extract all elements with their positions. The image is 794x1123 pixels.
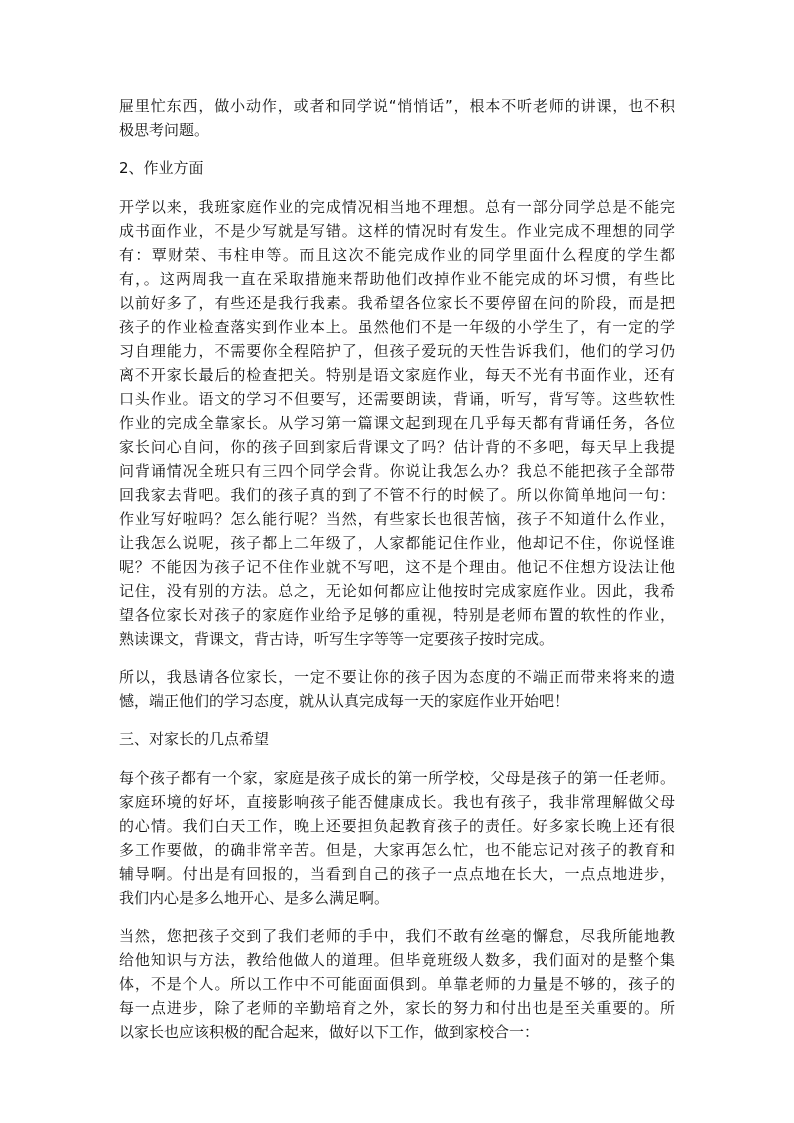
text-line: 离不开家长最后的检查把关。特别是语文家庭作业，每天不光有书面作业，还有 (119, 366, 675, 384)
text-line: 开学以来，我班家庭作业的完成情况相当地不理想。总有一部分同学总是不能完 (119, 198, 675, 216)
text-line: 问背诵情况全班只有三四个同学会背。你说让我怎么办？我总不能把孩子全部带 (119, 462, 675, 480)
text-line: 口头作业。语文的学习不但要写，还需要朗读，背诵，听写，背写等。这些软性 (119, 390, 675, 408)
text-line: 以家长也应该积极的配合起来，做好以下工作，做到家校合一： (119, 1023, 540, 1041)
paragraph-homework (119, 195, 675, 651)
text-line: 所以，我恳请各位家长，一定不要让你的孩子因为态度的不端正而带来将来的遗 (119, 668, 675, 686)
text-line: 记住，没有别的方法。总之，无论如何都应让他按时完成家庭作业。因此，我希 (119, 582, 675, 600)
paragraph-intro (119, 94, 675, 142)
text-line: 多工作要做，的确非常辛苦。但是，大家再怎么忙，也不能忘记对孩子的教育和 (119, 841, 675, 859)
section-heading-homework: 2、作业方面 (119, 159, 204, 177)
text-line: 屉里忙东西，做小动作，或者和同学说“悄悄话”，根本不听老师的讲课，也不积 (119, 97, 675, 115)
text-line: 给他知识与方法，教给他做人的道理。但毕竟班级人数多，我们面对的是整个集 (119, 951, 675, 969)
text-line: 成书面作业，不是少写就是写错。这样的情况时有发生。作业完成不理想的同学 (119, 222, 675, 240)
text-line: 每个孩子都有一个家，家庭是孩子成长的第一所学校，父母是孩子的第一任老师。 (119, 769, 675, 787)
text-line: 望各位家长对孩子的家庭作业给予足够的重视，特别是老师布置的软性的作业， (119, 606, 675, 624)
section-heading-hopes: 三、对家长的几点希望 (119, 730, 270, 748)
text-line: 作业的完成全靠家长。从学习第一篇课文起到现在几乎每天都有背诵任务，各位 (119, 414, 675, 432)
text-line: 作业写好啦吗？怎么能行呢？当然，有些家长也很苦恼，孩子不知道什么作业， (119, 510, 675, 528)
paragraph-cooperate (119, 924, 675, 1044)
text-line: 当然，您把孩子交到了我们老师的手中，我们不敢有丝毫的懈怠，尽我所能地教 (119, 927, 675, 945)
document-page (119, 94, 675, 1058)
text-line: 家庭环境的好坏，直接影响孩子能否健康成长。我也有孩子，我非常理解做父母 (119, 793, 675, 811)
text-line: 以前好多了，有些还是我行我素。我希望各位家长不要停留在问的阶段，而是把 (119, 294, 675, 312)
paragraph-attitude (119, 665, 675, 713)
text-line: 孩子的作业检查落实到作业本上。虽然他们不是一年级的小学生了，有一定的学 (119, 318, 675, 336)
text-line: 家长问心自问，你的孩子回到家后背课文了吗？估计背的不多吧，每天早上我提 (119, 438, 675, 456)
text-line: 让我怎么说呢，孩子都上二年级了，人家都能记住作业，他却记不住，你说怪谁 (119, 534, 675, 552)
text-line: 憾，端正他们的学习态度，就从认真完成每一天的家庭作业开始吧！ (119, 692, 570, 710)
text-line: 有，。这两周我一直在采取措施来帮助他们改掉作业不能完成的坏习惯，有些比 (119, 270, 675, 288)
text-line: 的心情。我们白天工作，晚上还要担负起教育孩子的责任。好多家长晚上还有很 (119, 817, 675, 835)
text-line: 熟读课文，背课文，背古诗，听写生字等等一定要孩子按时完成。 (119, 630, 555, 648)
text-line: 每一点进步，除了老师的辛勤培育之外，家长的努力和付出也是至关重要的。所 (119, 999, 675, 1017)
text-line: 回我家去背吧。我们的孩子真的到了不管不行的时候了。所以你简单地问一句： (119, 486, 675, 504)
text-line: 呢？不能因为孩子记不住作业就不写吧，这不是个理由。他记不住想方设法让他 (119, 558, 675, 576)
text-line: 极思考问题。 (119, 121, 210, 139)
text-line: 我们内心是多么地开心、是多么满足啊。 (119, 889, 390, 907)
text-line: 有：覃财荣、韦柱申等。而且这次不能完成作业的同学里面什么程度的学生都 (119, 246, 675, 264)
paragraph-family (119, 766, 675, 910)
text-line: 体，不是个人。所以工作中不可能面面俱到。单靠老师的力量是不够的，孩子的 (119, 975, 675, 993)
text-line: 习自理能力，不需要你全程陪护了，但孩子爱玩的天性告诉我们，他们的学习仍 (119, 342, 675, 360)
text-line: 辅导啊。付出是有回报的，当看到自己的孩子一点点地在长大，一点点地进步， (119, 865, 675, 883)
